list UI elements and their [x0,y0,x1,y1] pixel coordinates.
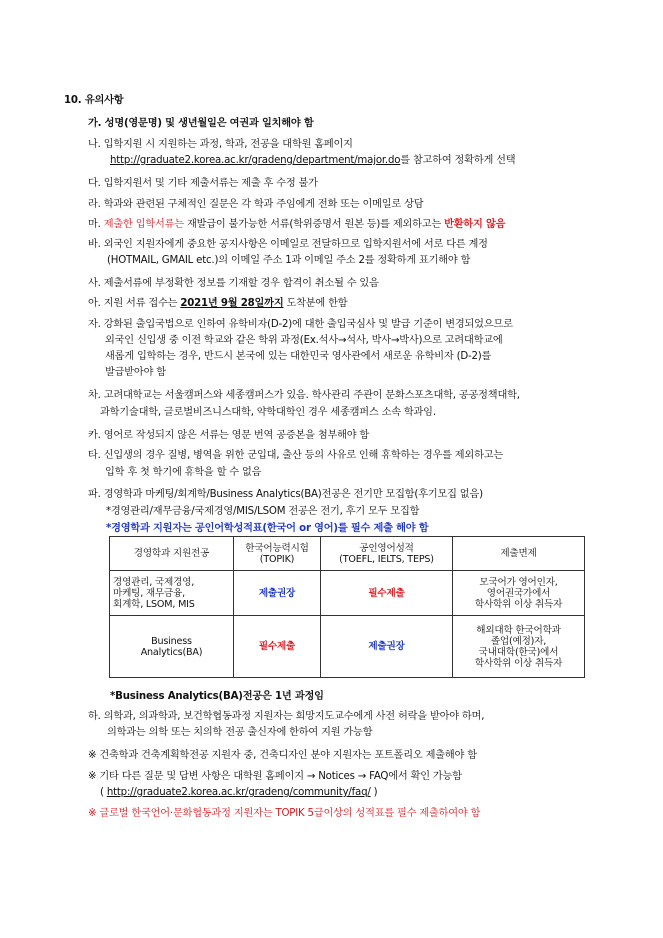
item-text: 재발급이 불가능한 서류(학위증명서 원본 등)를 제외하고는 [183,219,445,230]
table-header-cell: 경영학과 지원전공 [110,537,234,571]
table-cell-exempt: 해외대학 한국어학과 졸업(예정)자, 국내대학(한국)에서 학사학위 이상 취득자 [453,616,585,678]
item-mark: 마. [88,219,101,230]
item-na [88,138,353,151]
item-text: 입학지원 시 지원하는 과정, 학과, 전공을 대학원 홈페이지 [103,139,353,150]
item-text: 도착분에 한함 [283,298,348,309]
item-pa-note1: *경영관리/재무금융/국제경영/MIS/LSOM 전공은 전기, 후기 모두 모집함 [106,506,420,517]
table-cell-topik: 제출권장 [234,571,321,616]
section-title: 유의사항 [84,95,124,106]
item-text: 고려대학교는 서울캠퍼스와 세종캠퍼스가 있음. 학사관리 주관이 문화스포츠대학, 공공정책대학, [103,390,520,401]
table-header-row [110,537,585,571]
item-text: 를 참고하여 정확하게 선택 [400,155,516,166]
item-ha [88,710,484,723]
item-na-line2 [110,154,515,167]
item-text: 경영학과 마케팅/회계학/Business Analytics(BA)전공은 전기만 모집함(후기모집 없음) [103,489,483,500]
item-mark: 가. [88,118,102,129]
item-cha-line2: 과학기술대학, 글로벌비즈니스대학, 약학대학인 경우 세종캠퍼스 소속 학과임. [100,407,436,418]
table-row [110,616,585,678]
major-link[interactable]: http://graduate2.korea.ac.kr/gradeng/department/major.do [110,155,401,166]
faq-link[interactable]: http://graduate2.korea.ac.kr/gradeng/community/faq/ [106,787,371,798]
item-mark: 타. [88,450,101,461]
ba-course-note: *Business Analytics(BA)전공은 1년 과정임 [110,691,324,702]
item-mark: 라. [88,199,101,210]
item-mark: 파. [88,489,101,500]
item-mark: 카. [88,430,101,441]
item-text: 의학과, 의과학과, 보건학협동과정 지원자는 희망지도교수에게 사전 허락을 받아야 하며, [103,711,485,722]
item-ja-line4: 발급받아야 함 [105,367,166,378]
item-mark: 사. [88,278,101,289]
item-ka [88,429,369,442]
section-number: 10. [64,95,82,106]
item-text: 학과와 관련된 구체적인 질문은 각 학과 주임에게 전화 또는 이메일로 상담 [103,199,424,210]
item-text: 지원 서류 접수는 [103,298,181,309]
item-text: 입학지원서 및 기타 제출서류는 제출 후 수정 불가 [103,178,318,189]
item-text: 외국인 지원자에게 중요한 공지사항은 이메일로 전달하므로 입학지원서에 서로 다른 계정 [103,239,488,250]
item-mark: 바. [88,239,101,250]
table-cell-topik: 필수제출 [234,616,321,678]
item-da [88,177,318,190]
table-header-cell: 제출면제 [453,537,585,571]
reference-text: 글로벌 한국언어·문화협동과정 지원자는 TOPIK 5급이상의 성적표를 필수 제출하여야 함 [99,808,481,819]
faq-link-line: ( http://graduate2.korea.ac.kr/gradeng/community/faq/ ) [100,787,378,798]
item-mark: 나. [88,139,101,150]
item-ja-line3: 새롭게 입학하는 경우, 반드시 본국에 있는 대한민국 영사관에서 새로운 유학비자 (D-2)를 [105,351,492,362]
item-ra [88,198,423,211]
reference-text: 건축학과 건축계획학전공 지원자 중, 건축디자인 분야 지원자는 포트폴리오 제출해야 함 [99,750,477,761]
item-ta [88,449,503,462]
item-mark: 아. [88,298,101,309]
item-text: 성명(영문명) 및 생년월일은 여권과 일치해야 함 [104,118,314,129]
reference-mark: ※ [88,771,97,782]
table-cell-exempt: 모국어가 영어인자, 영어권국가에서 학사학위 이상 취득자 [453,571,585,616]
section-heading [64,94,123,107]
reference-note-topik [88,807,480,820]
item-pa [88,488,483,501]
table-cell-english: 제출권장 [321,616,453,678]
item-ha-line2: 의학과는 의학 또는 치의학 전공 출신자에 한하여 지원 가능함 [107,727,373,738]
reference-text: 기타 다른 질문 및 답변 사항은 대학원 홈페이지 → Notices → FAQ에서 확인 가능함 [99,771,462,782]
item-ba-line2: (HOTMAIL, GMAIL etc.)의 이메일 주소 1과 이메일 주소 2를 정확하게 표기해야 함 [107,255,471,266]
table-cell-major: 경영관리, 국제경영, 마케팅, 재무금융, 회계학, LSOM, MIS [110,571,234,616]
item-ja-line2: 외국인 신입생 중 이전 학교와 같은 학위 과정(Ex.석사→석사, 박사→박사)으로 고려대학교에 [105,335,503,346]
table-header-cell: 공인영어성적 (TOEFL, IELTS, TEPS) [321,537,453,571]
item-ta-line2: 입학 후 첫 학기에 휴학을 할 수 없음 [105,467,262,478]
table-row [110,571,585,616]
item-text: 강화된 출입국법으로 인하여 유학비자(D-2)에 대한 출입국심사 및 발급 기준이 변경되었으므로 [103,319,513,330]
item-a [88,297,347,310]
item-ba [88,238,488,251]
reference-mark: ※ [88,750,97,761]
reference-note-faq [88,770,462,783]
item-pa-note2: *경영학과 지원자는 공인어학성적표(한국어 or 영어)를 필수 제출 해야 함 [106,523,429,534]
item-text: 제출서류에 부정확한 정보를 기재할 경우 합격이 취소될 수 있음 [103,278,379,289]
item-ga [88,117,314,130]
item-text: 영어로 작성되지 않은 서류는 영문 번역 공증본을 첨부해야 함 [103,430,370,441]
item-text: 신입생의 경우 질병, 병역을 위한 군입대, 출산 등의 사유로 인해 휴학하는 경우를 제외하고는 [103,450,503,461]
item-mark: 차. [88,390,101,401]
item-mark: 자. [88,319,101,330]
table-header-cell: 한국어능력시험 (TOPIK) [234,537,321,571]
item-cha [88,389,520,402]
reference-note-architecture [88,749,477,762]
language-requirement-table [109,536,585,678]
item-mark: 다. [88,178,101,189]
deadline-date: 2021년 9월 28일까지 [180,298,284,309]
table-cell-major: Business Analytics(BA) [110,616,234,678]
item-text-red-bold: 반환하지 않음 [444,219,506,230]
item-ma [88,218,505,231]
item-mark: 하. [88,711,101,722]
item-sa [88,277,379,290]
table-cell-english: 필수제출 [321,571,453,616]
item-ja [88,318,513,331]
reference-mark: ※ [88,808,97,819]
item-text-red: 제출한 입학서류는 [103,219,184,230]
